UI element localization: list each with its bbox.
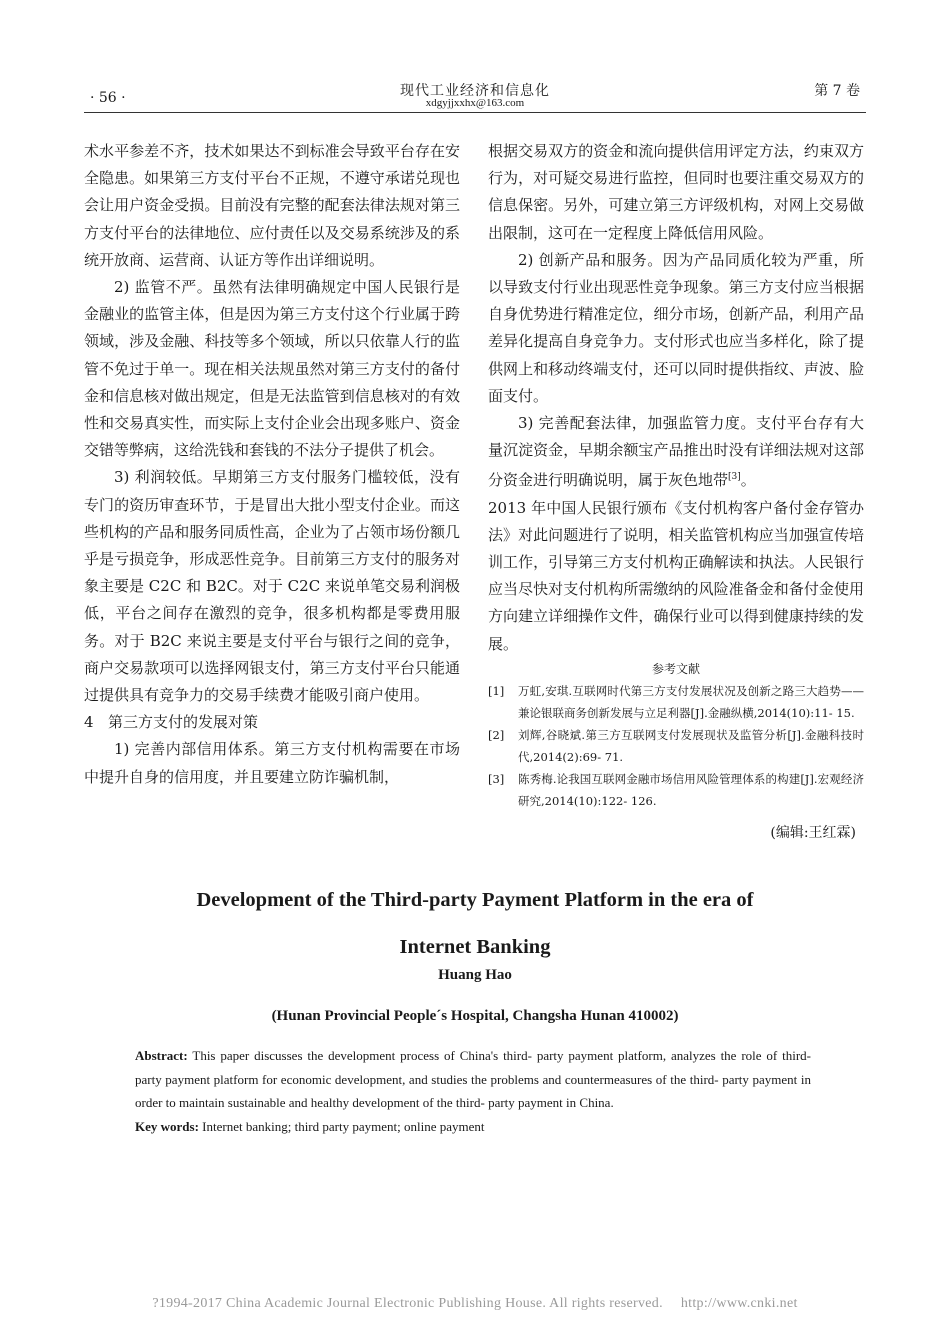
- keywords-paragraph: [135, 1115, 811, 1139]
- right-paragraph-4: 2013 年中国人民银行颁布《支付机构客户备付金存管办法》对此问题进行了说明，相关监管机构应当加强宣传培训工作，引导第三方支付机构正确解读和执法。人民银行应当尽快对支付机构所需缴纳的风险准备金和备付金使用方向建立详细操作文件，确保行业可以得到健康持续的发展。: [488, 498, 864, 653]
- page-number: · 56 ·: [90, 90, 126, 106]
- english-abstract: [135, 1044, 811, 1138]
- editor-note: (编辑:王红霖): [770, 824, 856, 841]
- right-paragraph-2: 2) 创新产品和服务。因为产品同质化较为严重，所以导致支付行业出现恶性竞争现象。第三方支付应当根据自身优势进行精准定位，细分市场，创新产品，利用产品差异化提高自身竞争力。支付形式也应当多样化，除了提供网上和移动终端支付，还可以同时提供指纹、声波、脸面支付。: [488, 250, 864, 405]
- right-paragraph-3-text: 3) 完善配套法律，加强监管力度。支付平台存有大量沉淀资金，早期余额宝产品推出时没有详细法规对这部分资金进行明确说明，属于灰色地带: [488, 414, 864, 490]
- right-column: [488, 138, 864, 847]
- reference-item: [488, 724, 864, 768]
- copyright-text: ?1994-2017 China Academic Journal Electronic Publishing House. All rights reserved.: [152, 1296, 663, 1311]
- journal-name: 现代工业经济和信息化: [400, 83, 550, 99]
- keywords-label: Key words:: [135, 1118, 199, 1134]
- section-heading: [84, 709, 460, 736]
- volume-number: 第 7 卷: [814, 83, 860, 99]
- abstract-label: Abstract:: [135, 1048, 188, 1063]
- left-paragraph-2: 2) 监管不严。虽然有法律明确规定中国人民银行是金融业的监管主体，但是因为第三方支付这个行业属于跨领域，涉及金融、科技等多个领域，所以只依靠人行的监管不免过于单一。现在相关法规虽然对第三方支付的备付金和信息核对做出规定，但是无法监管到信息核对的有效性和交易真实性，而实际上支付企业会出现多账户、资金交错等弊病，这给洗钱和套钱的不法分子提供了机会。: [84, 278, 460, 460]
- reference-index: [2]: [488, 727, 505, 742]
- section-number: 4: [84, 713, 94, 732]
- english-title-line-1: Development of the Third-party Payment Platform in the era of: [196, 889, 754, 911]
- reference-item: [488, 680, 864, 724]
- reference-item: [488, 768, 864, 812]
- references-title: 参考文献: [651, 661, 700, 676]
- reference-index: [3]: [488, 771, 505, 786]
- journal-email: xdgyjjxxhx@163.com: [425, 97, 525, 109]
- references-list: [488, 680, 864, 812]
- abstract-text: This paper discusses the development process of China's third- party payment platform, analyzes the role of third- party payment platform for economic development, and studies the problems and countermeasures of the third- party payment in order to maintain sustainable and healthy development of the third- party payment in China.: [135, 1048, 812, 1110]
- left-paragraph-1: 术水平参差不齐，技术如果达不到标准会导致平台存在安全隐患。如果第三方支付平台不正规，不遵守承诺兑现也会让用户资金受损。目前没有完整的配套法律法规对第三方支付平台的法律地位、应付责任以及交易系统涉及的系统开放商、运营商、认证方等作出详细说明。: [84, 142, 460, 269]
- reference-text: 万虹,安琪.互联网时代第三方支付发展状况及创新之路三大趋势——兼论银联商务创新发展与立足利器[J].金融纵横,2014(10):11- 15.: [518, 683, 864, 720]
- right-paragraph-3: [488, 410, 864, 495]
- right-paragraph-3-end: 。: [740, 471, 756, 490]
- citation-marker: [3]: [728, 472, 741, 483]
- english-title: [84, 877, 866, 971]
- english-title-line-2: Internet Banking: [399, 936, 551, 958]
- abstract-paragraph: [135, 1044, 811, 1115]
- left-column: [84, 138, 460, 791]
- right-paragraph-1: 根据交易双方的资金和流向提供信用评定方法，约束双方行为，对可疑交易进行监控，但同时也要注重交易双方的信息保密。另外，可建立第三方评级机构，对网上交易做出限制，这可在一定程度上降低信用风险。: [488, 142, 864, 242]
- section-title: 第三方支付的发展对策: [108, 713, 259, 732]
- left-paragraph-4: 1) 完善内部信用体系。第三方支付机构需要在市场中提升自身的信用度，并且要建立防诈骗机制，: [84, 740, 460, 786]
- page-footer: [0, 1296, 950, 1312]
- english-author: Huang Hao: [438, 967, 512, 983]
- footer-url: http://www.cnki.net: [680, 1296, 798, 1311]
- english-affiliation: (Hunan Provincial People´s Hospital, Changsha Hunan 410002): [271, 1008, 679, 1024]
- left-paragraph-3: 3) 利润较低。早期第三方支付服务门槛较低，没有专门的资历审查环节，于是冒出大批小型支付企业。而这些机构的产品和服务同质性高，企业为了占领市场份额几乎是亏损竞争，形成恶性竞争。目前第三方支付的服务对象主要是 C2C 和 B2C。对于 C2C 来说单笔交易利润极低，平台之间存在激烈的竞争，很多机构都是零费用服务。对于 B2C 来说主要是支付平台与银行之间的竞争，商户交易款项可以选择网银支付，第三方支付平台只能通过提供具有竞争力的交易手续费才能吸引商户使用。: [84, 468, 460, 705]
- page-header: [84, 78, 866, 113]
- keywords-text: Internet banking; third party payment; online payment: [202, 1118, 485, 1134]
- reference-text: 刘辉,谷晓斌.第三方互联网支付发展现状及监管分析[J].金融科技时代,2014(2):69- 71.: [518, 727, 864, 764]
- reference-text: 陈秀梅.论我国互联网金融市场信用风险管理体系的构建[J].宏观经济研究,2014(10):122- 126.: [518, 771, 864, 808]
- reference-index: [1]: [488, 683, 505, 698]
